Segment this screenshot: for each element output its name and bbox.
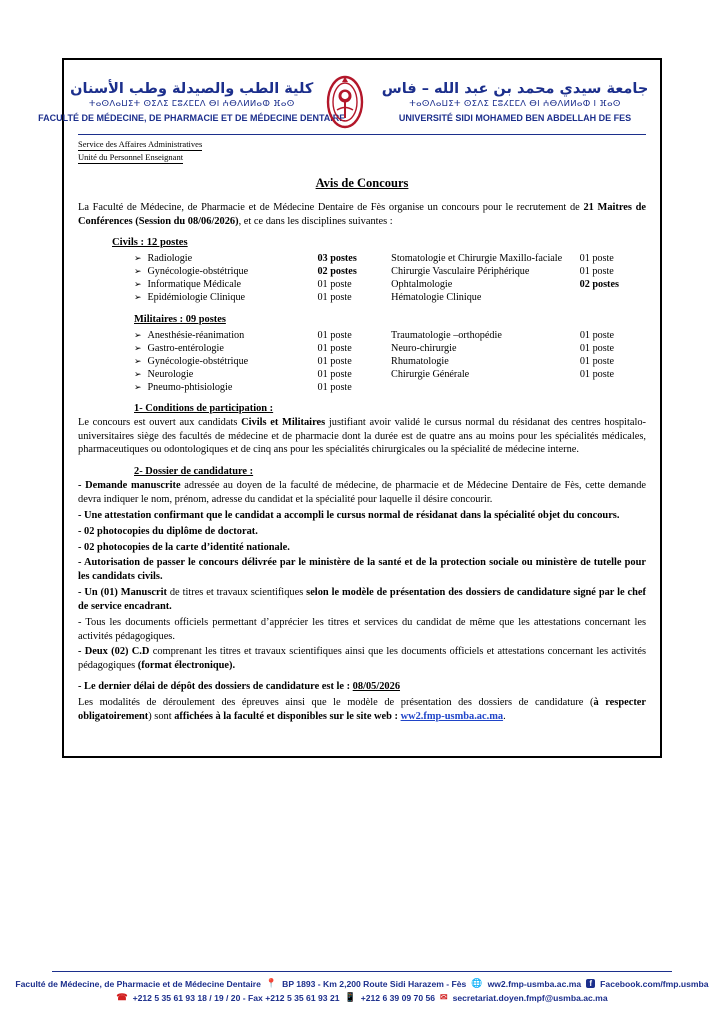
university-seal-icon <box>318 74 372 130</box>
globe-icon: 🌐 <box>471 978 483 988</box>
footer-website[interactable]: ww2.fmp-usmba.ac.ma <box>487 978 582 989</box>
bullet-icon: ➢ <box>134 265 142 276</box>
mil-right-count: 01 poste <box>579 368 615 380</box>
item-bold: - Autorisation de passer le concours délivrée par le ministère de la santé et de la protection sociale ou ministère de tutelle pour les candidats civils. <box>78 557 646 583</box>
table-row <box>134 252 646 265</box>
mil-left-name: Anesthésie-réanimation <box>147 329 245 341</box>
list-item <box>78 509 646 523</box>
section-1-text-after: justifiant avoir validé le cursus normal du résidanat des centres hospitalo-universitaires siège des facultés de médecine et de pharmacie dont la durée est de quatre ans au moins pour les spécialités médicales, pharmaceutiques ou odontologiques et de cinq ans pour les spécialités chirurgicales ou la spécialité de médecine interne. <box>78 416 646 456</box>
arabic-faculty-title: كلية الطب والصيدلة وطب الأسنان <box>70 81 314 98</box>
item-bold: - 02 photocopies de la carte d’identité nationale. <box>78 541 290 553</box>
civils-left-count: 02 postes <box>317 265 357 277</box>
mil-right-count <box>580 381 646 394</box>
facebook-icon: f <box>586 979 595 988</box>
item-rest: adressée au doyen de la faculté de médecine, de pharmacie et de Médecine Dentaire de Fès, cette demande devra indiquer le nom, prénom, adresse du candidat et la spécialité pour laquelle il désire concourir. <box>78 480 646 506</box>
mil-left-count: 01 poste <box>317 381 352 393</box>
bullet-icon: ➢ <box>134 278 142 289</box>
table-row <box>134 381 646 394</box>
item-rest: de titres et travaux scientifiques <box>166 587 307 599</box>
footer-faculty-name: Faculté de Médecine, de Pharmacie et de Médecine Dentaire <box>15 978 261 989</box>
civils-left-name: Informatique Médicale <box>147 278 242 290</box>
header-divider <box>78 134 646 135</box>
table-row <box>134 291 646 304</box>
french-faculty-title: FACULTÉ DE MÉDECINE, DE PHARMACIE ET DE MÉDECINE DENTAIRE <box>38 112 346 123</box>
closing-mid: ) sont <box>148 710 175 722</box>
envelope-icon: ✉ <box>440 992 448 1002</box>
item-bold: - Une attestation confirmant que le candidat a accompli le cursus normal de résidanat dans la spécialité objet du concours. <box>78 509 620 521</box>
section-1-text-bold: Civils et Militaires <box>241 416 326 428</box>
list-item <box>78 556 646 584</box>
bullet-icon: ➢ <box>134 368 142 379</box>
civils-left-name: Epidémiologie Clinique <box>147 291 246 303</box>
website-link[interactable]: ww2.fmp-usmba.ac.ma <box>400 710 504 722</box>
intro-text-after: , et ce dans les disciplines suivantes : <box>238 215 393 227</box>
mil-right-count: 01 poste <box>579 329 615 341</box>
footer-line-1 <box>0 978 724 989</box>
footer-divider <box>52 971 672 972</box>
item-bold: - 02 photocopies du diplôme de doctorat. <box>78 525 258 537</box>
list-item <box>78 479 646 507</box>
deadline-label: - Le dernier délai de dépôt des dossiers de candidature est le : <box>78 681 353 692</box>
civils-left-count: 01 poste <box>317 278 352 290</box>
mil-right-name: Rhumatologie <box>391 355 449 367</box>
mil-right-name <box>391 381 580 394</box>
civils-right-count: 01 poste <box>579 265 614 277</box>
footer-phone-2: +212 6 39 09 70 56 <box>360 992 436 1003</box>
bullet-icon: ➢ <box>134 355 142 366</box>
bullet-icon: ➢ <box>134 291 142 302</box>
table-row <box>134 329 646 342</box>
section-1-title: 1- Conditions de participation : <box>134 402 274 414</box>
militaires-heading: Militaires : 09 postes <box>134 313 226 325</box>
list-item <box>78 586 646 614</box>
footer-address: BP 1893 - Km 2,200 Route Sidi Harazem - Fès <box>282 978 467 989</box>
mil-left-name: Neurologie <box>147 368 194 380</box>
civils-left-name: Gynécologie-obstétrique <box>147 265 249 277</box>
location-pin-icon: 📍 <box>265 978 278 988</box>
civils-left-count: 03 postes <box>317 252 357 264</box>
table-row <box>134 368 646 381</box>
header-faculty-block <box>38 81 346 123</box>
notice-sheet <box>38 58 662 758</box>
civils-left-count: 01 poste <box>317 291 352 303</box>
militaires-table <box>134 329 646 394</box>
service-line-1: Service des Affaires Administratives <box>78 139 202 151</box>
section-1-text-before: Le concours est ouvert aux candidats <box>78 416 242 428</box>
civils-right-name: Stomatologie et Chirurgie Maxillo-faciale <box>391 252 563 264</box>
mil-right-name: Traumatologie –orthopédie <box>391 329 502 341</box>
mil-left-count: 01 poste <box>317 342 352 354</box>
civils-table <box>134 252 646 304</box>
civils-right-name: Hématologie Clinique <box>391 291 482 303</box>
list-item <box>78 541 646 555</box>
list-item <box>78 645 646 673</box>
footer-email[interactable]: secretariat.doyen.fmpf@usmba.ac.ma <box>452 992 608 1003</box>
page-footer <box>0 971 724 1006</box>
civils-right-count: 02 postes <box>579 278 619 290</box>
table-row <box>134 355 646 368</box>
mil-left-count: 01 poste <box>317 329 352 341</box>
mobile-phone-icon: 📱 <box>344 992 356 1002</box>
bullet-icon: ➢ <box>134 329 142 340</box>
service-block <box>78 139 646 164</box>
civils-right-count <box>580 291 646 304</box>
bullet-icon: ➢ <box>134 252 142 263</box>
table-row <box>134 342 646 355</box>
footer-facebook[interactable]: Facebook.com/fmp.usmba <box>600 978 709 989</box>
deadline-line <box>78 681 646 692</box>
mil-right-name: Neuro-chirurgie <box>391 342 457 354</box>
footer-line-2 <box>0 992 724 1003</box>
tifinagh-faculty-title: ⵜⴰⵙⴷⴰⵡⵉⵜ ⵙⵉⴷⵉ ⵎⵓⵃⵎⵎⴷ ⴱⵏ ⵄⴱⴷⵍⵍⴰⵀ ⴼⴰⵙ <box>88 98 295 109</box>
section-1-paragraph <box>78 416 646 457</box>
mil-right-name: Chirurgie Générale <box>391 368 470 380</box>
mil-left-name: Gastro-entérologie <box>147 342 224 354</box>
mil-left-name: Gynécologie-obstétrique <box>147 355 249 367</box>
closing-bold-1: à respecter obligatoirement <box>78 697 647 722</box>
tifinagh-university-title: ⵜⴰⵙⴷⴰⵡⵉⵜ ⵙⵉⴷⵉ ⵎⵓⵃⵎⵎⴷ ⴱⵏ ⵄⴱⴷⵍⵍⴰⵀ ⵏ ⴼⴰⵙ <box>409 98 621 109</box>
item-bold-2: selon le modèle de présentation des dossiers de candidature signé par le chef de service encadrant. <box>78 587 647 612</box>
page-title: Avis de Concours <box>315 176 409 191</box>
mil-left-count: 01 poste <box>317 368 352 380</box>
list-item <box>78 616 646 644</box>
document-header <box>38 70 649 132</box>
french-university-title: UNIVERSITÉ SIDI MOHAMED BEN ABDELLAH DE FES <box>398 112 632 123</box>
service-line-2: Unité du Personnel Enseignant <box>78 152 183 164</box>
bullet-icon: ➢ <box>134 342 142 353</box>
mil-left-count: 01 poste <box>317 355 352 367</box>
mil-left-name: Pneumo-phtisiologie <box>147 381 233 393</box>
civils-left-name: Radiologie <box>147 252 193 264</box>
phone-icon: ☎ <box>116 992 128 1002</box>
item-bold: - Deux (02) C.D <box>78 646 150 658</box>
bullet-icon: ➢ <box>134 381 142 392</box>
mil-right-count: 01 poste <box>579 342 615 354</box>
table-row <box>134 265 646 278</box>
closing-paragraph <box>78 696 646 724</box>
item-bold: - Demande manuscrite <box>78 480 181 492</box>
section-2-title: 2- Dossier de candidature : <box>134 466 254 478</box>
closing-bold-2: affichées à la faculté et disponibles sur le site web : <box>174 710 401 722</box>
intro-text-bold: 21 Maitres de Conférences (Session du 08/06/2026) <box>78 202 647 227</box>
item-bold: - Un (01) Manuscrit <box>78 587 167 599</box>
intro-paragraph <box>78 201 646 229</box>
item-bold-2: (format électronique). <box>137 660 236 672</box>
arabic-university-title: جامعة سيدي محمد بن عبد الله – فاس <box>381 81 649 98</box>
table-row <box>134 278 646 291</box>
item-rest: comprenant les titres et travaux scientifiques ainsi que les documents officiels et attestations concernant les activités pédagogiques <box>78 646 646 672</box>
civils-heading: Civils : 12 postes <box>112 236 188 248</box>
deadline-date: 08/05/2026 <box>352 681 401 692</box>
list-item <box>78 525 646 539</box>
civils-right-name: Chirurgie Vasculaire Périphérique <box>391 265 530 277</box>
closing-before: Les modalités de déroulement des épreuves ainsi que le modèle de présentation des dossiers de candidature ( <box>78 697 594 708</box>
item-rest: - Tous les documents officiels permettant d’apprécier les titres et services du candidat de même que les attestations concernant les activités pédagogiques. <box>78 616 646 642</box>
intro-text-before: La Faculté de Médecine, de Pharmacie et de Médecine Dentaire de Fès organise un concours pour le recrutement de <box>78 202 584 214</box>
closing-end: . <box>503 710 506 722</box>
footer-phone: +212 5 35 61 93 18 / 19 / 20 - Fax +212 5 35 61 93 21 <box>132 992 340 1003</box>
civils-right-count: 01 poste <box>579 252 614 264</box>
mil-right-count: 01 poste <box>579 355 615 367</box>
civils-right-name: Ophtalmologie <box>391 278 453 290</box>
header-university-block <box>382 81 649 123</box>
